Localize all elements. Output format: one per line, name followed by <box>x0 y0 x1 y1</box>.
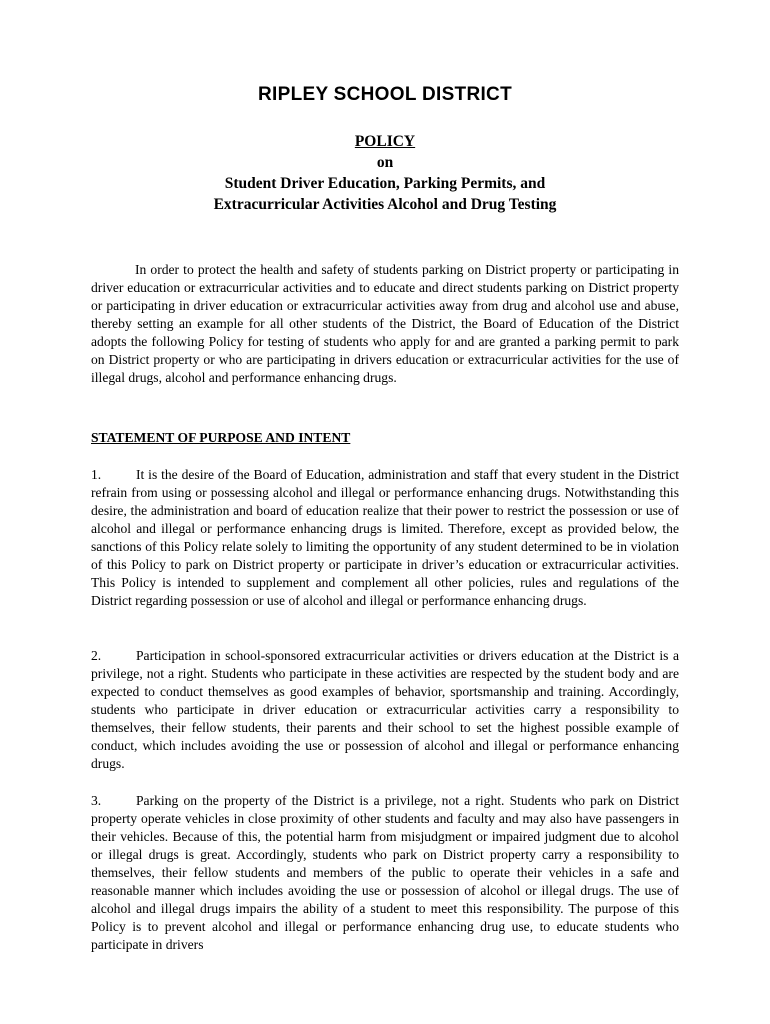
item-text: Participation in school-sponsored extracurricular activities or drivers education at the District is a privilege, not a right. Students who participate in these activities are respected by the student body and are expected to conduct themselves as good examples of behavior, sportsmanship and training. Accordingly, students who participate in driver education or extracurricular activities carry a responsibility to themselves, their fellow students, their parents and their school to set the highest possible example of conduct, which includes avoiding the use or possession of alcohol and illegal or performance enhancing drugs. <box>91 648 679 771</box>
purpose-item-1 <box>91 466 679 610</box>
policy-title-line-1: Student Driver Education, Parking Permits, and <box>224 175 546 192</box>
item-text: It is the desire of the Board of Education, administration and staff that every student in the District refrain from using or possessing alcohol and illegal or performance enhancing drugs. Notwithstanding this desire, the administration and board of education realize that their power to restrict the possession or use of alcohol and illegal or performance enhancing drugs is limited. Therefore, except as provided below, the sanctions of this Policy relate solely to limiting the opportunity of any student determined to be in violation of this Policy to park on District property or participate in driver’s education or extracurricular activities. This Policy is intended to supplement and complement all other policies, rules and regulations of the District regarding possession or use of alcohol and illegal or performance enhancing drugs. <box>91 467 679 608</box>
district-name: RIPLEY SCHOOL DISTRICT <box>258 84 512 105</box>
policy-heading <box>0 131 770 215</box>
item-number: 1. <box>91 467 102 482</box>
item-number: 3. <box>91 793 102 808</box>
item-text: Parking on the property of the District is a privilege, not a right. Students who park on District property operate vehicles in close proximity of other students and faculty and may also have passengers in their vehicles. Because of this, the potential harm from misjudgment or impaired judgment due to alcohol or illegal drugs is great. Accordingly, students who park on District property carry a responsibility to themselves, their fellow students and members of the public to operate their vehicles in a safe and reasonable manner which includes avoiding the use or possession of alcohol or illegal drugs. The use of alcohol and illegal drugs impairs the ability of a student to meet this responsibility. The purpose of this Policy is to prevent alcohol and illegal or performance enhancing drug use, to educate students who participate in drivers <box>91 793 679 952</box>
policy-title-line-2: Extracurricular Activities Alcohol and Drug Testing <box>213 196 557 213</box>
item-number: 2. <box>91 648 102 663</box>
purpose-item-2 <box>91 647 679 773</box>
section-heading: STATEMENT OF PURPOSE AND INTENT <box>91 430 351 445</box>
purpose-item-3 <box>91 792 679 954</box>
intro-paragraph: In order to protect the health and safety of students parking on District property or participating in driver education or extracurricular activities and to educate and direct students parking on District property or participating in driver education or extracurricular activities away from drug and alcohol use and abuse, thereby setting an example for all other students of the District, the Board of Education of the District adopts the following Policy for testing of students who apply for and are granted a parking permit to park on District property or who are participating in drivers education or extracurricular activities for the use of illegal drugs, alcohol and performance enhancing drugs. <box>91 262 679 385</box>
policy-label: POLICY <box>354 133 416 150</box>
policy-on: on <box>376 154 394 171</box>
